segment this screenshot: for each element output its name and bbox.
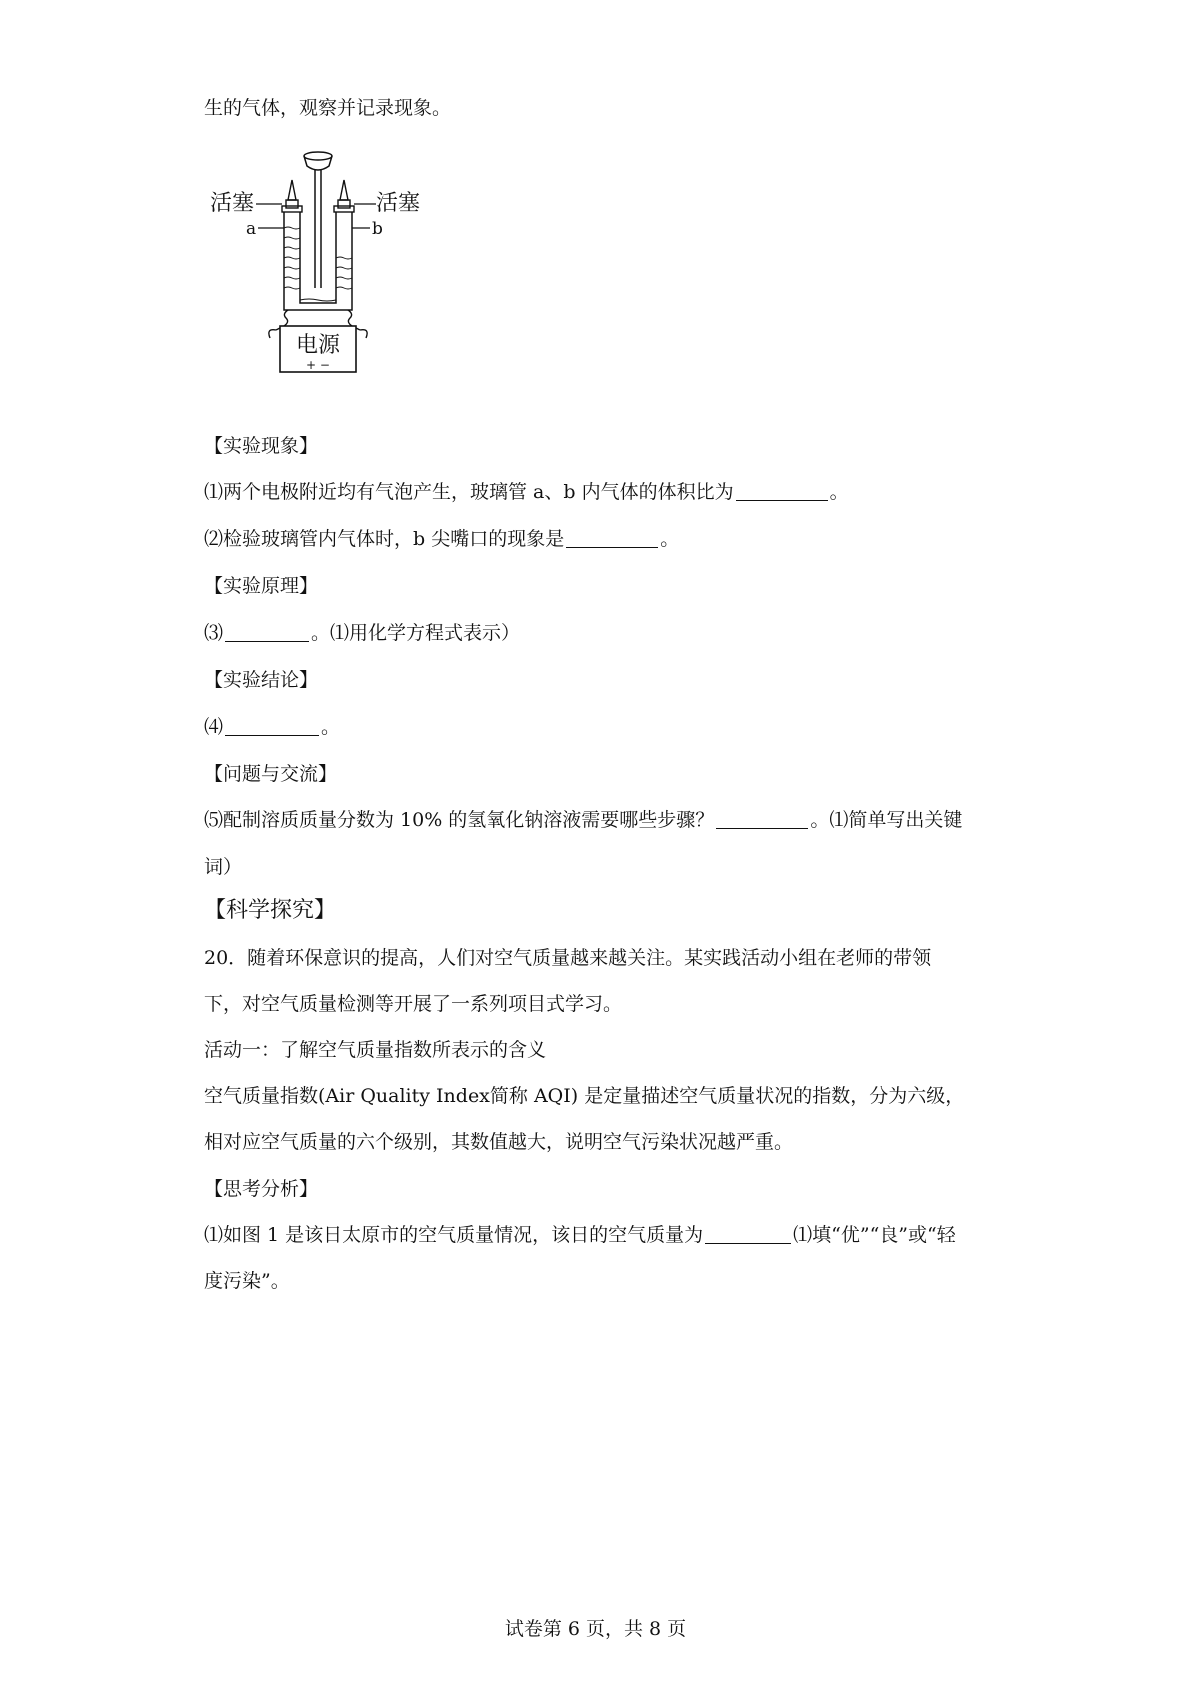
question-21-continued: 度污染”。 [204, 1270, 290, 1292]
answer-blank[interactable] [705, 1223, 791, 1244]
section-header: 【问题与交流】 [204, 763, 338, 785]
question-3: ⑶ 。⑴用化学方程式表示） [204, 622, 521, 644]
section-header: 【思考分析】 [204, 1178, 319, 1200]
activity-1-title: 活动一：了解空气质量指数所表示的含义 [204, 1039, 547, 1061]
stopcock-label-right: 活塞 [376, 191, 421, 216]
tube-label-b: b [372, 219, 383, 239]
question-5: ⑸配制溶质质量分数为 10% 的氢氧化钠溶液需要哪些步骤？ 。⑴简单写出关键 [204, 809, 963, 831]
electrolysis-apparatus-figure [210, 148, 450, 388]
answer-blank[interactable] [716, 808, 808, 829]
answer-blank[interactable] [736, 480, 828, 501]
section-header: 【实验现象】 [204, 435, 319, 457]
question-2: ⑵检验玻璃管内气体时，b 尖嘴口的现象是 。 [204, 528, 680, 550]
question-4: ⑷ 。 [204, 716, 341, 738]
question-1: ⑴两个电极附近均有气泡产生，玻璃管 a、b 内气体的体积比为 。 [204, 481, 849, 503]
question-20-line-2: 下，对空气质量检测等开展了一系列项目式学习。 [204, 993, 623, 1015]
text-line: 生的气体，观察并记录现象。 [204, 97, 452, 119]
question-20-line-1: 20．随着环保意识的提高，人们对空气质量越来越关注。某实践活动小组在老师的带领 [204, 947, 932, 969]
question-21: ⑴如图 1 是该日太原市的空气质量情况，该日的空气质量为 ⑴填“优”“良”或“轻 [204, 1224, 956, 1246]
question-5-continued: 词） [204, 856, 243, 878]
aqi-line-2: 相对应空气质量的六个级别，其数值越大，说明空气污染状况越严重。 [204, 1131, 794, 1153]
section-header-science: 【科学探究】 [204, 898, 337, 923]
power-label: 电源 [295, 333, 341, 358]
section-header: 【实验原理】 [204, 575, 319, 597]
answer-blank[interactable] [566, 527, 658, 548]
aqi-line-1: 空气质量指数(Air Quality Index简称 AQI) 是定量描述空气质量状况的指数，分为六级， [204, 1085, 965, 1107]
stopcock-label-left: 活塞 [210, 191, 255, 216]
polarity-label: + − [306, 358, 330, 372]
section-header: 【实验结论】 [204, 669, 319, 691]
tube-label-a: a [246, 219, 257, 239]
page-footer: 试卷第 6 页，共 8 页 [504, 1618, 687, 1640]
answer-blank[interactable] [225, 621, 309, 642]
answer-blank[interactable] [225, 715, 319, 736]
